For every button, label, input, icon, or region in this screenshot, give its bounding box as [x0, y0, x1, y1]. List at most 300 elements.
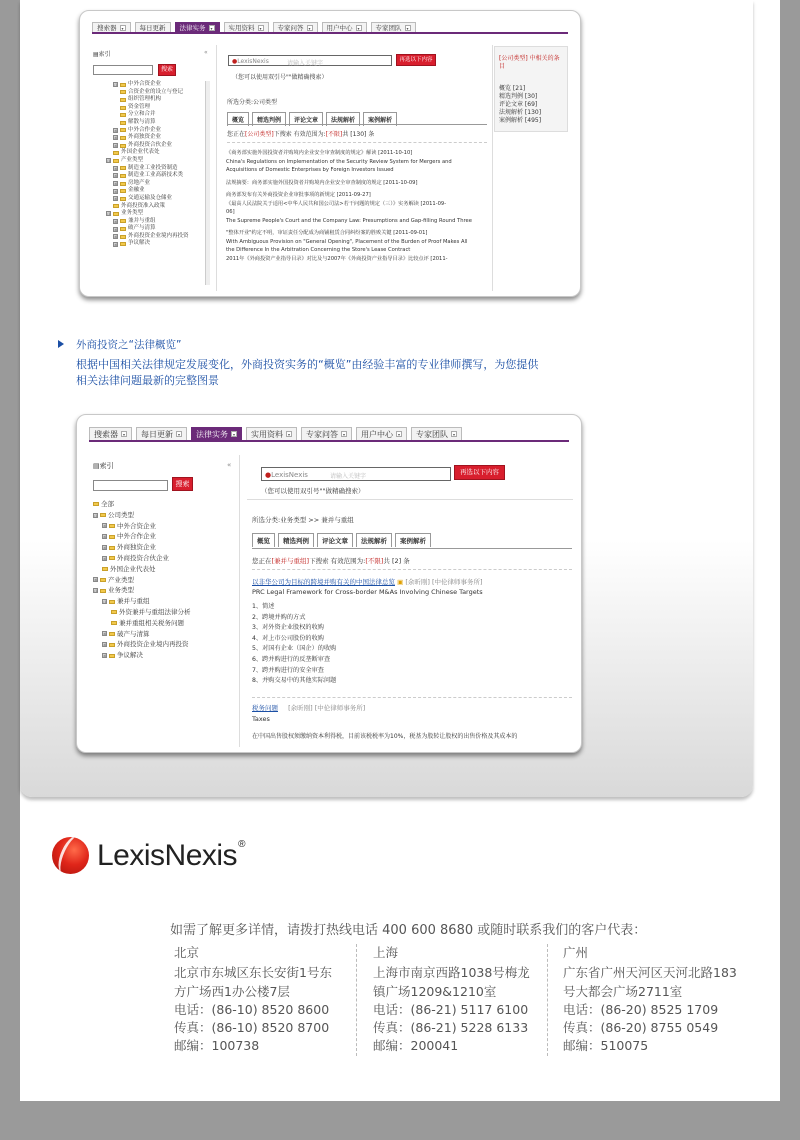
status-scope[interactable]: [不限]	[365, 557, 384, 565]
nav-tab-label: 用户中心	[326, 24, 353, 32]
office-phone: 电话：(86-21) 5117 6100	[373, 1001, 529, 1017]
section-description: 根据中国相关法律规定发展变化，外商投资实务的“概览”由经验丰富的专业律师撰写，为您提供相关法律问题最新的完整图景	[76, 358, 539, 387]
office-postcode: 邮编：510075	[563, 1038, 649, 1054]
office-phone: 电话：(86-20) 8525 1709	[563, 1001, 719, 1017]
tree-item[interactable]	[106, 240, 189, 248]
toc-item[interactable]: 2、跨境并购的方式	[252, 613, 306, 621]
nav-tab-label: 每日更新	[139, 24, 166, 32]
content-tab[interactable]: 法规解析	[356, 533, 392, 547]
tree-item-label[interactable]: 外国企业代表处	[110, 564, 156, 573]
tree-item[interactable]	[106, 210, 189, 218]
nav-tab-label: 每日更新	[141, 429, 173, 439]
office-city: 广州	[563, 945, 589, 960]
sidebar-search-input[interactable]	[93, 480, 168, 491]
section-title: 外商投资之“法律概览”	[76, 339, 182, 351]
content-tab[interactable]: 法规解析	[326, 112, 360, 126]
result-line[interactable]: 法规摘要：商务部实施外国投资者并购境内企业安全审查制度的规定 [2011-10-09]	[226, 179, 418, 186]
folder-icon	[113, 204, 119, 208]
search-status	[227, 129, 374, 138]
folder-icon	[120, 121, 126, 125]
folder-icon	[120, 90, 126, 94]
result-line[interactable]: Acquisitions of Domestic Enterprises by Foreign Investors Issued	[226, 167, 394, 173]
office-postcode: 邮编：100738	[174, 1038, 260, 1054]
nav-tab-6[interactable]	[371, 22, 416, 32]
status-text: 下搜索 有效范围为:	[309, 557, 366, 565]
tree-item[interactable]	[93, 510, 191, 521]
article-link[interactable]: 税务问题	[252, 704, 278, 712]
expand-toggle-icon[interactable]: ⊟	[114, 82, 118, 88]
expand-toggle-icon[interactable]: ⊞	[103, 534, 107, 540]
nav-tab-3[interactable]	[224, 22, 269, 32]
tree-item-label[interactable]: 业务类型	[121, 210, 144, 217]
tree-item-label[interactable]: 兼并重组相关税务问题	[119, 618, 184, 627]
tree-item[interactable]	[106, 119, 189, 127]
nav-tab-5[interactable]	[322, 22, 367, 32]
folder-icon	[120, 189, 126, 193]
nav-tab-1[interactable]	[136, 427, 187, 440]
toc-item[interactable]: 3、对外资企业股权的收购	[252, 624, 324, 632]
collapse-icon[interactable]: «	[227, 461, 232, 469]
nav-tab-label: 专家团队	[375, 24, 402, 32]
nav-tab-4[interactable]	[301, 427, 352, 440]
folder-icon	[113, 151, 119, 155]
brand-text: LexisNexis	[97, 838, 238, 872]
folder-icon	[109, 632, 115, 636]
bullet-arrow-icon	[58, 340, 64, 348]
tree-item[interactable]	[106, 180, 189, 188]
folder-icon	[109, 600, 115, 604]
result-line[interactable]: 《商务部实施外国投资者并购境内企业安全审查制度的规定》解读 [2011-10-10]	[226, 150, 413, 156]
search-status	[252, 556, 410, 565]
office-fax: 传真：(86-21) 5228 6133	[373, 1020, 529, 1036]
search-placeholder: 请输入关键字	[330, 473, 367, 480]
sidebar-title-text: 索引	[99, 462, 114, 470]
tree-item-label[interactable]: 外国企业代表处	[121, 149, 160, 156]
nav-tab-label: 法律实务	[179, 24, 206, 32]
folder-icon	[109, 643, 115, 647]
expand-toggle-icon[interactable]: ⊟	[103, 599, 107, 605]
divider	[252, 548, 572, 549]
content-tab[interactable]: 概览	[227, 112, 249, 126]
content-tab[interactable]: 概览	[252, 533, 275, 547]
nav-tab-label: 专家团队	[416, 429, 448, 439]
selected-category: 所选分类:业务类型 >> 兼并与重组	[252, 516, 354, 524]
tree-scrollbar[interactable]	[205, 81, 210, 285]
chevron-down-icon[interactable]: ▾	[232, 432, 235, 437]
tree-item[interactable]	[106, 195, 189, 203]
result-line[interactable]: "整体开业"约定不明，审证责任分配成为商铺租赁合同纠纷案的胜败关键 [2011-09-01]	[226, 230, 428, 236]
status-text: 您正在	[252, 557, 272, 565]
office-postcode: 邮编：200041	[373, 1038, 459, 1054]
sidebar-search-button[interactable]: 搜索	[158, 64, 176, 76]
status-count: 共 [2] 条	[383, 557, 410, 565]
tree-item[interactable]	[93, 585, 191, 596]
tree-item-label[interactable]: 资金管理	[128, 103, 151, 110]
expand-toggle-icon[interactable]: ⊞	[103, 653, 107, 659]
registered-mark: ®	[238, 838, 245, 850]
search-logo-text: LexisNexis	[271, 471, 308, 479]
related-item[interactable]: 概览 [21]	[499, 85, 526, 92]
nav-tab-label: 专家问答	[306, 429, 338, 439]
category-tree	[106, 81, 189, 248]
lexisnexis-logo-icon: ●LexisNexis	[265, 471, 308, 479]
status-scope[interactable]: [不限]	[325, 131, 343, 138]
tree-item-label[interactable]: 外商独资企业	[117, 543, 156, 552]
office-shanghai	[356, 944, 536, 1056]
chevron-down-icon[interactable]: ▾	[342, 432, 345, 437]
folder-icon	[120, 98, 126, 102]
tree-item-label[interactable]: 外商投资准入政策	[121, 202, 166, 209]
expand-toggle-icon[interactable]: ⊟	[107, 158, 111, 164]
category-tree	[93, 499, 191, 661]
folder-icon	[120, 144, 126, 148]
toc-item[interactable]: 4、对上市公司股份的收购	[252, 634, 324, 642]
tree-item[interactable]	[106, 172, 189, 180]
tree-item-label[interactable]: 交通运输及仓储业	[128, 194, 173, 201]
screenshot-company-type	[79, 10, 581, 297]
nav-tab-0[interactable]	[92, 22, 131, 32]
search-tip: （您可以使用双引号""做精确搜索）	[232, 74, 328, 81]
folder-icon	[120, 113, 126, 117]
toc-item[interactable]: 5、对国有企业（国企）的收购	[252, 645, 337, 653]
office-city: 上海	[373, 945, 399, 960]
folder-icon	[120, 174, 126, 178]
tree-item-label[interactable]: 外商投资企业境内再投资	[128, 232, 189, 239]
divider	[252, 569, 572, 570]
related-item[interactable]: 法规解析 [130]	[499, 109, 542, 116]
chevron-down-icon[interactable]: ▾	[259, 25, 262, 31]
content-tab[interactable]: 精选判例	[252, 112, 286, 126]
expand-toggle-icon[interactable]: ⊞	[114, 127, 118, 133]
divider	[227, 142, 487, 143]
tree-item-label[interactable]: 中外合作企业	[128, 126, 162, 133]
collapse-icon[interactable]: «	[204, 49, 208, 56]
sidebar-title	[93, 49, 111, 58]
related-panel	[494, 46, 568, 132]
tree-item-label[interactable]: 外商投资合伙企业	[128, 141, 173, 148]
tree-item[interactable]	[93, 575, 191, 586]
office-city: 北京	[174, 945, 200, 960]
tree-item[interactable]	[93, 607, 191, 618]
tree-item[interactable]	[106, 203, 189, 211]
expand-toggle-icon[interactable]: ⊞	[114, 196, 118, 202]
tree-item-label[interactable]: 外商投资企业境内再投资	[117, 640, 189, 649]
tree-item-label[interactable]: 中外合资企业	[117, 521, 156, 530]
main-nav	[92, 22, 568, 34]
folder-icon	[109, 524, 115, 528]
contact-intro: 如需了解更多详情，请拨打热线电话 400 600 8680 或随时联系我们的客户代表：	[170, 923, 647, 938]
nav-tab-4[interactable]	[273, 22, 318, 32]
article-meta: [余昕刚] [中伦律师事务所]	[405, 578, 483, 586]
search-within-button[interactable]: 再选以下内容	[396, 54, 436, 66]
main-nav	[89, 427, 569, 442]
pdf-icon[interactable]: ▣	[397, 578, 404, 586]
chevron-down-icon[interactable]: ▾	[308, 25, 311, 31]
article-header	[252, 703, 365, 712]
folder-icon	[113, 212, 119, 216]
nav-tab-label: 搜索器	[97, 24, 117, 32]
folder-icon	[120, 83, 126, 87]
tree-item-label[interactable]: 组织管理机构	[128, 96, 162, 103]
tree-item[interactable]	[106, 96, 189, 104]
office-phone: 电话：(86-10) 8520 8600	[174, 1001, 330, 1017]
folder-icon	[120, 182, 126, 186]
tree-item-label[interactable]: 产业类型	[121, 156, 144, 163]
status-text: 下搜索 有效范围为:	[273, 131, 326, 138]
related-list	[499, 85, 541, 125]
chevron-down-icon[interactable]: ▾	[121, 25, 124, 31]
chevron-down-icon[interactable]: ▾	[406, 25, 409, 31]
status-keyword[interactable]: [公司类型]	[245, 131, 274, 138]
expand-toggle-icon[interactable]: ⊞	[114, 234, 118, 240]
tree-item-label[interactable]: 业务类型	[108, 586, 134, 595]
chevron-down-icon[interactable]: ▾	[452, 432, 455, 437]
tree-item-label[interactable]: 外资兼并与重组法律分析	[119, 607, 191, 616]
tree-item-label[interactable]: 合资企业的设立与登记	[128, 88, 184, 95]
folder-icon	[120, 136, 126, 140]
main-search-input[interactable]	[261, 467, 451, 481]
folder-icon	[120, 242, 126, 246]
tree-item-label[interactable]: 兼并与重组	[117, 597, 150, 606]
brand-name	[97, 839, 245, 873]
folder-icon	[111, 621, 117, 625]
tree-item[interactable]	[93, 521, 191, 532]
nav-tab-label: 实用资料	[251, 429, 283, 439]
folder-icon	[100, 589, 106, 593]
tree-item-label[interactable]: 中外合作企业	[117, 532, 156, 541]
divider	[247, 499, 573, 500]
tree-item-label[interactable]: 破产与清算	[117, 629, 150, 638]
folder-icon	[109, 546, 115, 550]
office-address: 上海市南京西路1038号梅龙镇广场1209&1210室	[373, 965, 530, 999]
divider	[239, 455, 240, 747]
nav-tab-1[interactable]	[135, 22, 171, 32]
tree-item[interactable]	[93, 531, 191, 542]
nav-tab-label: 用户中心	[361, 429, 393, 439]
tree-item[interactable]	[93, 618, 191, 629]
nav-tab-label: 法律实务	[196, 429, 228, 439]
selected-category: 所选分类:公司类型	[227, 99, 278, 106]
chevron-down-icon[interactable]: ▾	[357, 25, 360, 31]
folder-icon	[109, 654, 115, 658]
tree-item[interactable]	[93, 553, 191, 564]
tree-item[interactable]	[93, 650, 191, 661]
chevron-down-icon[interactable]: ▾	[122, 432, 125, 437]
article-toc	[252, 602, 336, 687]
tree-item[interactable]	[106, 165, 189, 173]
result-line[interactable]: The Supreme People's Court and the Company Law: Presumptions and Gap-filling Round Three	[226, 217, 472, 224]
result-line[interactable]: 2011年《外商投资产业指导目录》对比及与2007年《外商投资产业指导目录》比较点评 [2011-	[226, 255, 448, 262]
search-placeholder: 请输入关键字	[287, 60, 324, 67]
folder-icon	[100, 578, 106, 582]
article-link[interactable]: 以非华公司为目标的跨境并购有关的中国法律总览	[252, 578, 395, 586]
expand-toggle-icon[interactable]: ⊟	[107, 211, 111, 217]
divider	[227, 124, 487, 125]
tree-item[interactable]	[93, 542, 191, 553]
expand-toggle-icon[interactable]: ⊞	[114, 135, 118, 141]
expand-toggle-icon[interactable]: ⊞	[114, 143, 118, 149]
expand-toggle-icon[interactable]: ⊞	[94, 577, 98, 583]
related-header: [公司类型] 中相关的条目	[499, 55, 560, 70]
tree-item-label[interactable]: 外商独资企业	[128, 134, 162, 141]
tree-item-label[interactable]: 全部	[101, 500, 114, 508]
tree-item[interactable]	[93, 596, 191, 607]
expand-toggle-icon[interactable]: ⊞	[103, 545, 107, 551]
folder-icon	[120, 106, 126, 110]
nav-tab-2[interactable]	[175, 22, 220, 32]
article-header	[252, 577, 483, 586]
result-line[interactable]: 06]	[226, 209, 235, 215]
status-count: 共 [130] 条	[342, 131, 375, 138]
lexisnexis-logo-icon: ●LexisNexis	[232, 58, 269, 65]
content-tab[interactable]: 案例解析	[363, 112, 397, 126]
toc-item[interactable]: 7、跨并购进行的安全审查	[252, 666, 324, 674]
toc-item[interactable]: 1、简述	[252, 603, 275, 610]
tree-item-label[interactable]: 外商投资合伙企业	[117, 553, 169, 562]
folder-icon	[93, 502, 99, 506]
article-english-title: Taxes	[252, 715, 270, 723]
office-address: 北京市东城区东长安街1号东方广场西1办公楼7层	[174, 965, 332, 999]
tree-item[interactable]	[93, 629, 191, 640]
result-line[interactable]: the Difference In the Arbitration Concerning the Store's Lease Contract	[226, 247, 411, 253]
expand-toggle-icon[interactable]: ⊞	[103, 555, 107, 561]
content-tab[interactable]: 评论文章	[289, 112, 323, 126]
tree-item[interactable]	[106, 225, 189, 233]
folder-icon	[113, 159, 119, 163]
related-item[interactable]: 案例解析 [495]	[499, 117, 542, 124]
result-line[interactable]: With Ambiguous Provision on "General Opening", Placement of the Burden of Proof Makes All	[226, 238, 468, 245]
content-tab[interactable]: 评论文章	[317, 533, 353, 547]
chevron-down-icon[interactable]: ▾	[287, 432, 290, 437]
toc-item[interactable]: 8、并购交易中的其他实际问题	[252, 677, 337, 685]
expand-toggle-icon[interactable]: ⊞	[114, 218, 118, 224]
folder-icon	[109, 556, 115, 560]
expand-toggle-icon[interactable]: ⊞	[114, 181, 118, 187]
tree-item-label[interactable]: 公司类型	[108, 510, 134, 519]
tree-item[interactable]	[93, 564, 191, 575]
folder-icon	[120, 227, 126, 231]
expand-toggle-icon[interactable]: ⊟	[94, 512, 98, 518]
tree-item-label[interactable]: 制造业工业高新技术类	[128, 172, 184, 179]
content-tabs	[252, 533, 434, 547]
tree-item-label[interactable]: 解散与清算	[128, 118, 156, 125]
article-snippet: 在中国出售股权须缴纳资本利得税，目前该税税率为10%，税基为股转让股权的出售价格及其成本的	[252, 733, 518, 740]
sidebar-search-input[interactable]	[93, 65, 153, 75]
document-icon: ▤	[93, 462, 100, 470]
status-keyword[interactable]: [兼并与重组]	[271, 557, 310, 565]
tree-item[interactable]	[106, 111, 189, 119]
document-icon: ▤	[93, 51, 99, 58]
article-english-title: PRC Legal Framework for Cross-border M&As Involving Chinese Targets	[252, 588, 483, 596]
expand-toggle-icon[interactable]: ⊞	[103, 631, 107, 637]
office-fax: 传真：(86-10) 8520 8700	[174, 1020, 330, 1036]
nav-tab-5[interactable]	[356, 427, 407, 440]
folder-icon	[120, 235, 126, 239]
sidebar-search-button[interactable]: 搜索	[172, 477, 193, 491]
result-line[interactable]: China's Regulations on Implementation of the Security Review System for Mergers and	[226, 158, 452, 165]
nav-tab-label: 专家问答	[277, 24, 304, 32]
expand-toggle-icon[interactable]: ⊞	[103, 642, 107, 648]
divider	[492, 45, 493, 291]
tree-item-label[interactable]: 中外合资企业	[128, 81, 162, 87]
chevron-down-icon[interactable]: ▾	[210, 25, 213, 31]
chevron-down-icon[interactable]: ▾	[177, 432, 180, 437]
content-tab[interactable]: 精选判例	[278, 533, 314, 547]
office-fax: 传真：(86-20) 8755 0549	[563, 1020, 719, 1036]
office-address: 广东省广州天河区天河北路183号大都会广场2711室	[563, 965, 737, 999]
nav-tab-3[interactable]	[246, 427, 297, 440]
tree-item[interactable]	[106, 134, 189, 142]
related-item[interactable]: 精选判例 [30]	[499, 93, 538, 100]
toc-item[interactable]: 6、跨并购进行的反垄断审查	[252, 655, 331, 663]
tree-item[interactable]	[106, 187, 189, 195]
folder-icon	[100, 513, 106, 517]
nav-tab-label: 搜索器	[94, 429, 118, 439]
tree-item-label[interactable]: 制造业工业投资制造	[128, 164, 178, 171]
sidebar-title-text: 索引	[98, 51, 111, 58]
nav-tab-0[interactable]	[89, 427, 132, 440]
search-tip: （您可以使用双引号""做精确搜索）	[261, 487, 365, 495]
expand-toggle-icon[interactable]: ⊞	[114, 226, 118, 232]
article-meta: [余昕刚] [中伦律师事务所]	[288, 704, 366, 712]
tree-item-label[interactable]: 兼并与重组	[128, 217, 156, 224]
tree-item-label[interactable]: 争议解决	[117, 651, 143, 660]
tree-item-label[interactable]: 房地产业	[128, 179, 151, 186]
tree-item[interactable]	[93, 639, 191, 650]
expand-toggle-icon[interactable]: ⊞	[114, 165, 118, 171]
divider	[216, 45, 217, 291]
lexisnexis-logo	[52, 837, 245, 874]
chevron-down-icon[interactable]: ▾	[397, 432, 400, 437]
expand-toggle-icon[interactable]: ⊞	[114, 241, 118, 247]
search-logo-text: LexisNexis	[237, 58, 269, 65]
sidebar-title	[93, 461, 114, 471]
nav-tab-6[interactable]	[411, 427, 462, 440]
main-search-input[interactable]	[228, 55, 392, 66]
tree-item-label[interactable]: 破产与清算	[128, 225, 156, 232]
expand-toggle-icon[interactable]: ⊞	[114, 188, 118, 194]
folder-icon	[120, 128, 126, 132]
result-line[interactable]: 商务部发布有关外商投资企业审批事项的新规定 [2011-09-27]	[226, 192, 371, 198]
folder-icon	[120, 219, 126, 223]
related-item[interactable]: 评论文章 [69]	[499, 101, 538, 108]
folder-icon	[120, 166, 126, 170]
tree-item-label[interactable]: 产业类型	[108, 575, 134, 584]
tree-item-label[interactable]: 金融业	[128, 187, 145, 194]
expand-toggle-icon[interactable]: ⊞	[103, 523, 107, 529]
result-list	[226, 149, 488, 263]
tree-item[interactable]	[106, 149, 189, 157]
tree-item[interactable]	[93, 499, 191, 510]
folder-icon	[102, 567, 108, 571]
screenshot-business-type	[76, 414, 582, 753]
expand-toggle-icon[interactable]: ⊟	[94, 588, 98, 594]
office-guangzhou	[547, 944, 743, 1056]
tree-item[interactable]	[106, 81, 189, 89]
search-within-button[interactable]: 再选以下内容	[454, 465, 505, 480]
folder-icon	[111, 610, 117, 614]
expand-toggle-icon[interactable]: ⊞	[114, 173, 118, 179]
result-line[interactable]: 《最高人民法院关于适用<中华人民共和国公司法>若干问题的规定（三）》实务解读 [2011-09-	[226, 200, 447, 207]
nav-tab-2[interactable]	[191, 427, 242, 440]
folder-icon	[120, 197, 126, 201]
tree-item[interactable]	[106, 157, 189, 165]
content-tab[interactable]: 案例解析	[395, 533, 431, 547]
tree-item-label[interactable]: 争议解决	[128, 240, 151, 247]
tree-item-label[interactable]: 分立和合并	[128, 111, 156, 118]
lexisnexis-logo-icon	[52, 837, 89, 874]
divider	[252, 697, 572, 698]
